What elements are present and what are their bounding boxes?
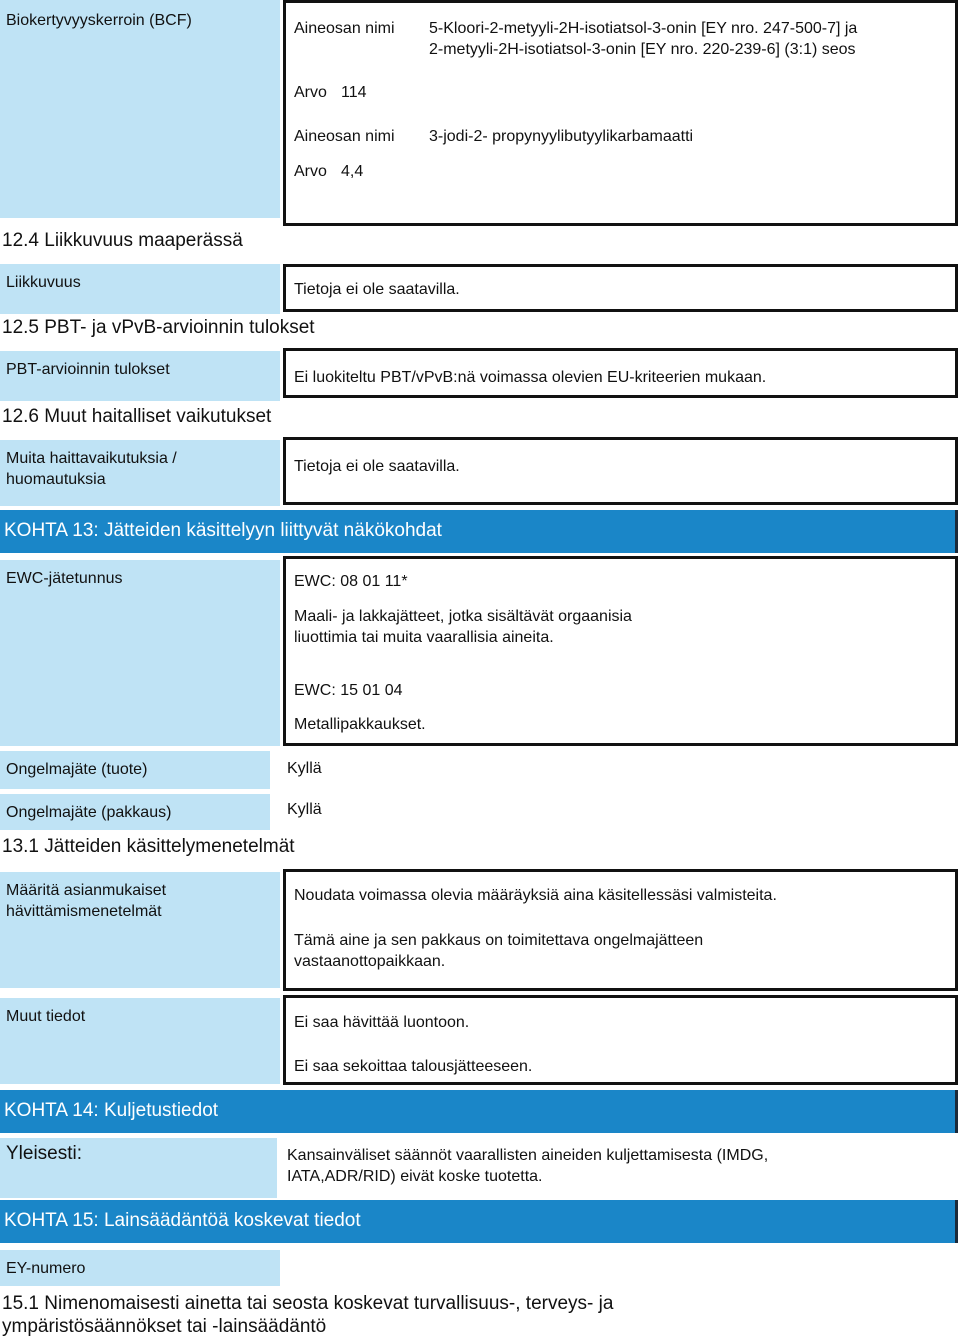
general-label-text: Yleisesti:	[6, 1143, 83, 1164]
section-15-1-heading-line2: ympäristösäännökset tai -lainsäädäntö	[2, 1316, 327, 1337]
hazard-package-label-text: Ongelmajäte (pakkaus)	[6, 804, 172, 821]
other-info-label	[0, 998, 280, 1084]
hazard-product-value: Kyllä	[287, 760, 322, 777]
general-value-line1: Kansainväliset säännöt vaarallisten aineiden kuljettamisesta (IMDG,	[287, 1147, 769, 1164]
methods-value1: Noudata voimassa olevia määräyksiä aina käsitellessäsi valmisteita.	[294, 887, 777, 904]
section-14-title: KOHTA 14: Kuljetustiedot	[4, 1100, 219, 1121]
ewc1-code: EWC: 08 01 11*	[294, 573, 408, 590]
other-effects-value: Tietoja ei ole saatavilla.	[294, 458, 460, 475]
section-14-banner	[0, 1090, 955, 1133]
section-12-5-heading: 12.5 PBT- ja vPvB-arvioinnin tulokset	[2, 317, 315, 338]
other-info-value2: Ei saa sekoittaa talousjätteeseen.	[294, 1058, 533, 1075]
section-13-banner	[0, 510, 958, 553]
section-15-1-heading-line1: 15.1 Nimenomaisesti ainetta tai seosta koskevat turvallisuus-, terveys- ja	[2, 1293, 614, 1314]
ewc-label	[0, 560, 280, 746]
bcf-row1-key: Aineosan nimi	[294, 20, 395, 37]
bcf-row4-value: 4,4	[341, 163, 364, 180]
mobility-label	[0, 264, 280, 314]
other-effects-label	[0, 440, 280, 506]
other-effects-label-line2: huomautuksia	[6, 471, 106, 488]
bcf-row3-key: Aineosan nimi	[294, 128, 395, 145]
section-15-banner	[0, 1200, 955, 1243]
ec-number-label	[0, 1250, 280, 1286]
hazard-package-value: Kyllä	[287, 801, 322, 818]
mobility-label-text: Liikkuvuus	[6, 274, 81, 291]
methods-label	[0, 872, 280, 988]
section-12-6-heading: 12.6 Muut haitalliset vaikutukset	[2, 406, 272, 427]
bcf-row1-value-line2: 2-metyyli-2H-isotiatsol-3-onin [EY nro. 220-239-6] (3:1) seos	[429, 41, 856, 58]
other-effects-label-line1: Muita haittavaikutuksia /	[6, 450, 177, 467]
bcf-label	[0, 0, 280, 218]
hazard-package-label	[0, 794, 270, 830]
general-value-line2: IATA,ADR/RID) eivät koske tuotetta.	[287, 1168, 543, 1185]
section-13-banner-edge	[955, 510, 958, 553]
methods-value2-line2: vastaanottopaikkaan.	[294, 953, 446, 970]
section-15-title: KOHTA 15: Lainsäädäntöä koskevat tiedot	[4, 1210, 361, 1231]
ewc-label-text: EWC-jätetunnus	[6, 570, 123, 587]
methods-label-line1: Määritä asianmukaiset	[6, 882, 167, 899]
bcf-row2-key: Arvo	[294, 84, 327, 101]
section-13-1-heading: 13.1 Jätteiden käsittelymenetelmät	[2, 836, 295, 857]
section-13-title: KOHTA 13: Jätteiden käsittelyyn liittyvät näkökohdat	[4, 520, 442, 541]
ewc1-desc-line2: liuottimia tai muita vaarallisia aineita.	[294, 629, 554, 646]
pbt-label	[0, 351, 280, 401]
hazard-product-label-text: Ongelmajäte (tuote)	[6, 761, 148, 778]
section-15-banner-edge	[955, 1200, 958, 1243]
bcf-label-text: Biokertyvyyskerroin (BCF)	[6, 12, 192, 29]
ec-number-label-text: EY-numero	[6, 1260, 86, 1277]
bcf-row3-value: 3-jodi-2- propynyylibutyylikarbamaatti	[429, 128, 694, 145]
bcf-row2-value: 114	[341, 84, 367, 101]
ewc2-desc: Metallipakkaukset.	[294, 716, 426, 733]
section-12-4-heading: 12.4 Liikkuvuus maaperässä	[2, 230, 243, 251]
other-info-value1: Ei saa hävittää luontoon.	[294, 1014, 470, 1031]
pbt-label-text: PBT-arvioinnin tulokset	[6, 361, 170, 378]
hazard-product-label	[0, 751, 270, 789]
general-label	[0, 1138, 277, 1198]
pbt-value: Ei luokiteltu PBT/vPvB:nä voimassa olevien EU-kriteerien mukaan.	[294, 369, 767, 386]
other-info-label-text: Muut tiedot	[6, 1008, 86, 1025]
methods-label-line2: hävittämismenetelmät	[6, 903, 162, 920]
bcf-row4-key: Arvo	[294, 163, 327, 180]
bcf-row1-value-line1: 5-Kloori-2-metyyli-2H-isotiatsol-3-onin [EY nro. 247-500-7] ja	[429, 20, 858, 37]
ewc2-code: EWC: 15 01 04	[294, 682, 403, 699]
section-14-banner-edge	[955, 1090, 958, 1133]
ewc1-desc-line1: Maali- ja lakkajätteet, jotka sisältävät orgaanisia	[294, 608, 632, 625]
methods-value2-line1: Tämä aine ja sen pakkaus on toimitettava ongelmajätteen	[294, 932, 704, 949]
mobility-value: Tietoja ei ole saatavilla.	[294, 281, 460, 298]
